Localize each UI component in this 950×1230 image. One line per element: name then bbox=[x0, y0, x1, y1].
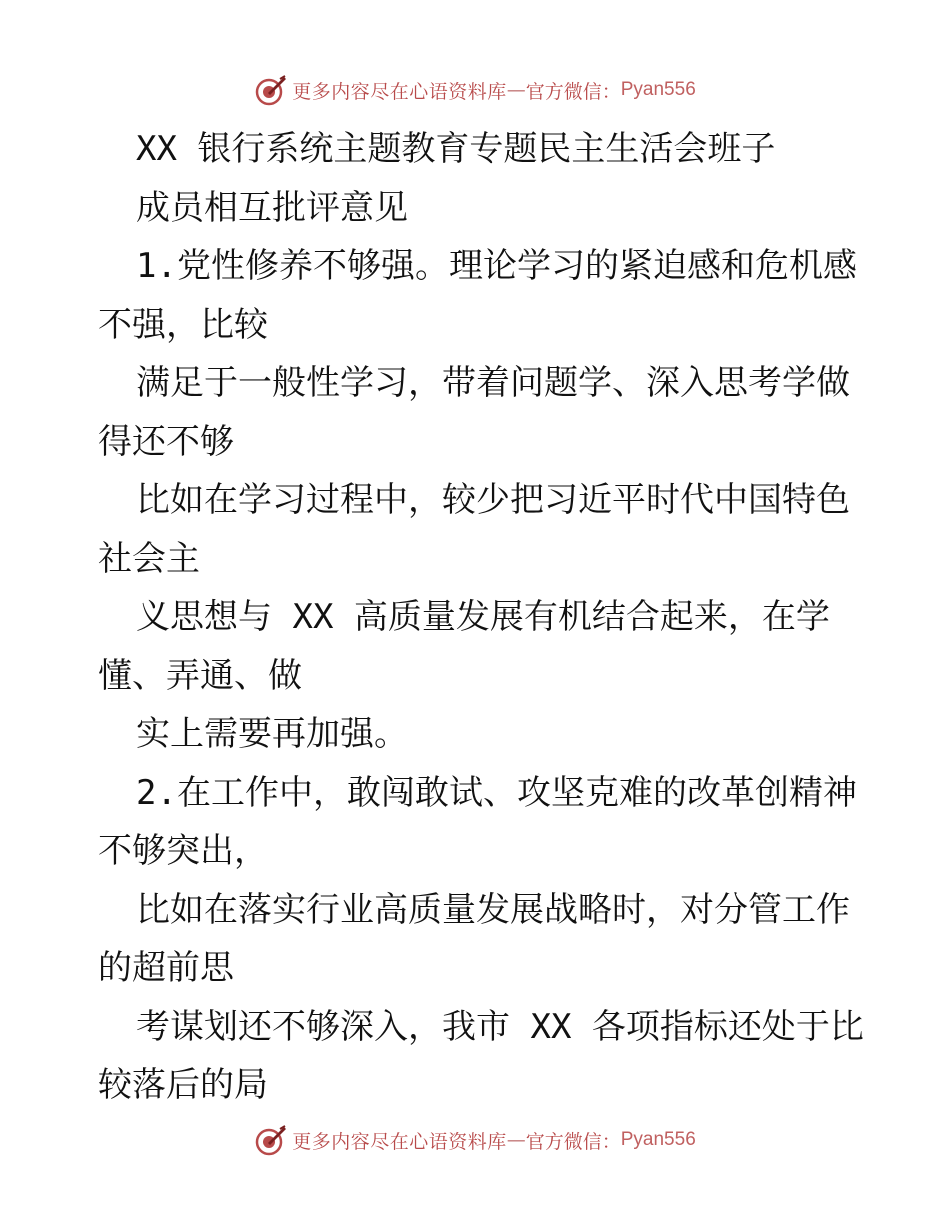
text-line: 得还不够 bbox=[98, 421, 234, 462]
text-line: 比如在落实行业高质量发展战略时，对分管工作 bbox=[136, 889, 850, 930]
text-line: 懂、弄通、做 bbox=[98, 655, 302, 696]
footer-watermark bbox=[0, 1120, 950, 1160]
header-watermark bbox=[0, 70, 950, 110]
text-line: 不强，比较 bbox=[98, 304, 268, 345]
text-line: 的超前思 bbox=[98, 948, 234, 988]
text-line: 考谋划还不够深入，我市 XX 各项指标还处于比 bbox=[136, 1006, 864, 1047]
text-line: 较落后的局 bbox=[98, 1065, 268, 1105]
text-line: XX 银行系统主题教育专题民主生活会班子 bbox=[136, 129, 776, 169]
watermark-main-text: 更多内容尽在心语资料库 bbox=[292, 1130, 507, 1153]
quill-logo-icon bbox=[254, 73, 288, 107]
text-line: 1.党性修养不够强。理论学习的紧迫感和危机感 bbox=[136, 246, 857, 286]
quill-logo-icon bbox=[254, 1123, 288, 1157]
text-line: 成员相互批评意见 bbox=[136, 187, 408, 228]
watermark-dash: — bbox=[506, 1129, 526, 1151]
text-line: 比如在学习过程中，较少把习近平时代中国特色 bbox=[136, 480, 850, 520]
watermark-wechat-label: 官方微信： bbox=[525, 1130, 621, 1153]
watermark-wechat-label: 官方微信： bbox=[525, 80, 621, 103]
text-line: 义思想与 XX 高质量发展有机结合起来，在学 bbox=[136, 597, 830, 637]
text-line: 2.在工作中，敢闯敢试、攻坚克难的改革创精神 bbox=[136, 772, 857, 813]
text-line: 满足于一般性学习，带着问题学、深入思考学做 bbox=[136, 363, 850, 403]
text-line: 社会主 bbox=[98, 538, 200, 579]
watermark-dash: — bbox=[506, 79, 526, 101]
text-line: 实上需要再加强。 bbox=[136, 714, 408, 754]
watermark-main-text: 更多内容尽在心语资料库 bbox=[292, 80, 507, 103]
text-line: 不够突出， bbox=[98, 831, 268, 871]
document-body bbox=[98, 120, 864, 1115]
watermark-handle: Pyan556 bbox=[620, 1129, 696, 1150]
watermark-handle: Pyan556 bbox=[620, 79, 696, 100]
